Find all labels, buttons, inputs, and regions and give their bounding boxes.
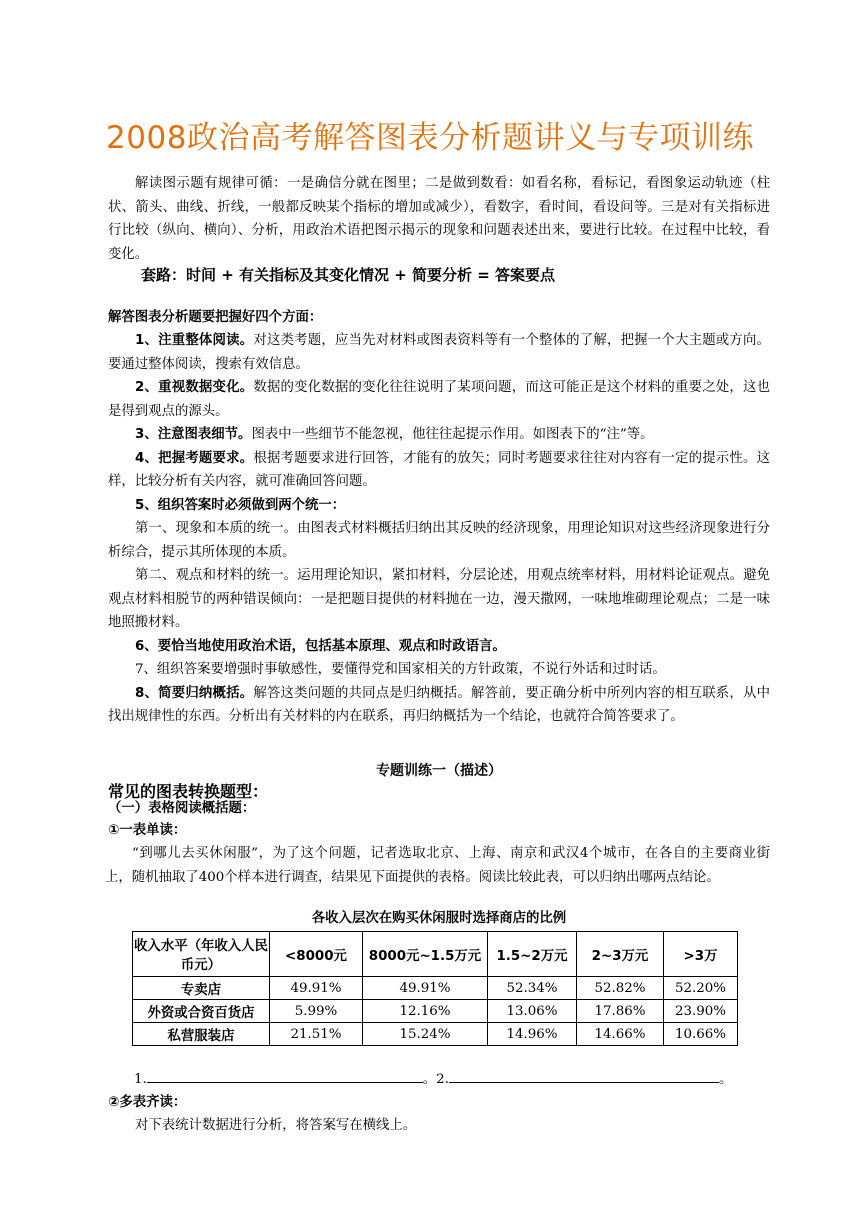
list-item (108, 494, 770, 518)
answer-blank-2[interactable] (449, 1068, 719, 1083)
aspects-heading: 解答图表分析题要把握好四个方面： (108, 310, 323, 325)
table-row (133, 977, 738, 1000)
table-header-cell: >3万 (664, 932, 738, 977)
table-header-cell: <8000元 (270, 932, 363, 977)
list-item (108, 447, 770, 494)
item-title: 6、要恰当地使用政治术语，包括基本原理、观点和时政语言。 (135, 638, 506, 654)
item-title: 3、注意图表细节。 (135, 427, 252, 442)
table-cell: 52.82% (577, 977, 664, 1000)
table-header-cell: 收入水平（年收入人民币元） (133, 932, 270, 977)
list-item (108, 635, 770, 659)
table-cell: 52.34% (488, 977, 577, 1000)
table-header-cell: 1.5~2万元 (488, 932, 577, 977)
list-item (108, 517, 770, 564)
table-header-cell: 8000元~1.5万元 (363, 932, 488, 977)
answer-blank-1[interactable] (147, 1068, 423, 1083)
list-item (108, 329, 770, 376)
intro-paragraph: 解读图示题有规律可循：一是确信分就在图里；二是做到数看：如看名称，看标记，看图象运动轨迹（柱状、箭头、曲线、折线，一般都反映某个指标的增加或减少），看数字，看时间，看设问等。三是对有关指标进行比较（纵向、横向）、分析，用政治术语把图示揭示的现象和问题表述出来，要进行比较。在过程中比较，看变化。 (108, 176, 770, 262)
answer-number-2: 。2. (422, 1072, 449, 1087)
types-heading: 常见的图表转换题型： (108, 782, 269, 801)
table-cell: 15.24% (363, 1023, 488, 1046)
item-text: 第一、现象和本质的统一。由图表式材料概括归纳出其反映的经济现象，用理论知识对这些经济现象进行分析综合，提示其所体现的本质。 (108, 521, 770, 560)
table-cell: 5.99% (270, 1000, 363, 1023)
table-title: 各收入层次在购买休闲服时选择商店的比例 (311, 911, 567, 926)
table-header-row (133, 932, 738, 977)
table-cell: 外资或合资百货店 (133, 1000, 270, 1023)
table-cell: 私营服装店 (133, 1023, 270, 1046)
list-item (108, 658, 770, 682)
list-item (108, 564, 770, 635)
table-cell: 13.06% (488, 1000, 577, 1023)
table-row (133, 1000, 738, 1023)
answer-number-1: 1. (134, 1072, 147, 1087)
page-title: 2008政治高考解答图表分析题讲义与专项训练 (106, 120, 754, 156)
table-cell: 49.91% (270, 977, 363, 1000)
data-table (132, 931, 738, 1046)
item-text: 7、组织答案要增强时事敏感性，要懂得党和国家相关的方针政策，不说行外话和过时话。 (135, 662, 666, 677)
answer-end: 。 (718, 1072, 733, 1087)
table-cell: 49.91% (363, 977, 488, 1000)
answer-line (134, 1068, 770, 1092)
table-row (133, 1023, 738, 1046)
table-cell: 14.96% (488, 1023, 577, 1046)
item-title: 5、组织答案时必须做到两个统一： (135, 497, 346, 513)
item-title: 1、注重整体阅读。 (135, 333, 254, 348)
list-item (108, 423, 770, 447)
table-cell: 12.16% (363, 1000, 488, 1023)
table-cell: 10.66% (664, 1023, 738, 1046)
table-cell: 52.20% (664, 977, 738, 1000)
item-text: 对这类考题，应当先对材料或图表资料等有一个整体的了解，把握一个大主题或方向。要通过整体阅读，搜索有效信息。 (108, 333, 770, 372)
list-item (108, 376, 770, 423)
item-text: 图表中一些细节不能忽视，他往往起提示作用。如图表下的“注”等。 (251, 427, 654, 442)
aspects-list (108, 329, 770, 729)
table-cell: 23.90% (664, 1000, 738, 1023)
table-cell: 专卖店 (133, 977, 270, 1000)
item-title: 4、把握考题要求。 (135, 450, 254, 466)
item-text: 解答这类问题的共同点是归纳概括。解答前，要正确分析中所列内容的相互联系，从中找出规律性的东西。分析出有关材料的内在联系，再归纳概括为一个结论，也就符合简答要求了。 (108, 685, 770, 724)
table-cell: 21.51% (270, 1023, 363, 1046)
section-heading: （一）表格阅读概括题： (108, 801, 256, 816)
item-text: 数据的变化数据的变化往往说明了某项问题，而这可能正是这个材料的重要之处，这也是得到观点的源头。 (108, 380, 770, 419)
item-title: 2、重视数据变化。 (135, 380, 254, 395)
question-text: “到哪儿去买休闲服”，为了这个问题，记者选取北京、上海、南京和武汉4个城市，在各自的主要商业街上，随机抽取了400个样本进行调查，结果见下面提供的表格。阅读比较此表，可以归纳出哪两点结论。 (105, 846, 770, 885)
table-cell: 17.86% (577, 1000, 664, 1023)
item-text: 第二、观点和材料的统一。运用理论知识，紧扣材料，分层论述，用观点统率材料，用材料论证观点。避免观点材料相脱节的两种错误倾向：一是把题目提供的材料抛在一边，漫天撒网，一味地堆砌理论观点；二是一味地照搬材料。 (108, 568, 770, 630)
multi-table-instruction: 对下表统计数据进行分析，将答案写在横线上。 (135, 1118, 417, 1133)
table-header-cell: 2~3万元 (577, 932, 664, 977)
item-title: 8、简要归纳概括。 (135, 685, 254, 701)
item-text: 根据考题要求进行回答，才能有的放矢；同时考题要求往往对内容有一定的提示性。这样，比较分析有关内容，就可准确回答问题。 (108, 450, 770, 489)
single-table-heading: ①一表单读： (108, 823, 187, 838)
route-formula: 套路：时间 + 有关指标及其变化情况 + 简要分析 = 答案要点 (141, 266, 556, 284)
training-title: 专题训练一（描述） (376, 763, 502, 779)
multi-table-heading: ②多表齐读： (108, 1095, 187, 1110)
table-cell: 14.66% (577, 1023, 664, 1046)
list-item (108, 682, 770, 729)
